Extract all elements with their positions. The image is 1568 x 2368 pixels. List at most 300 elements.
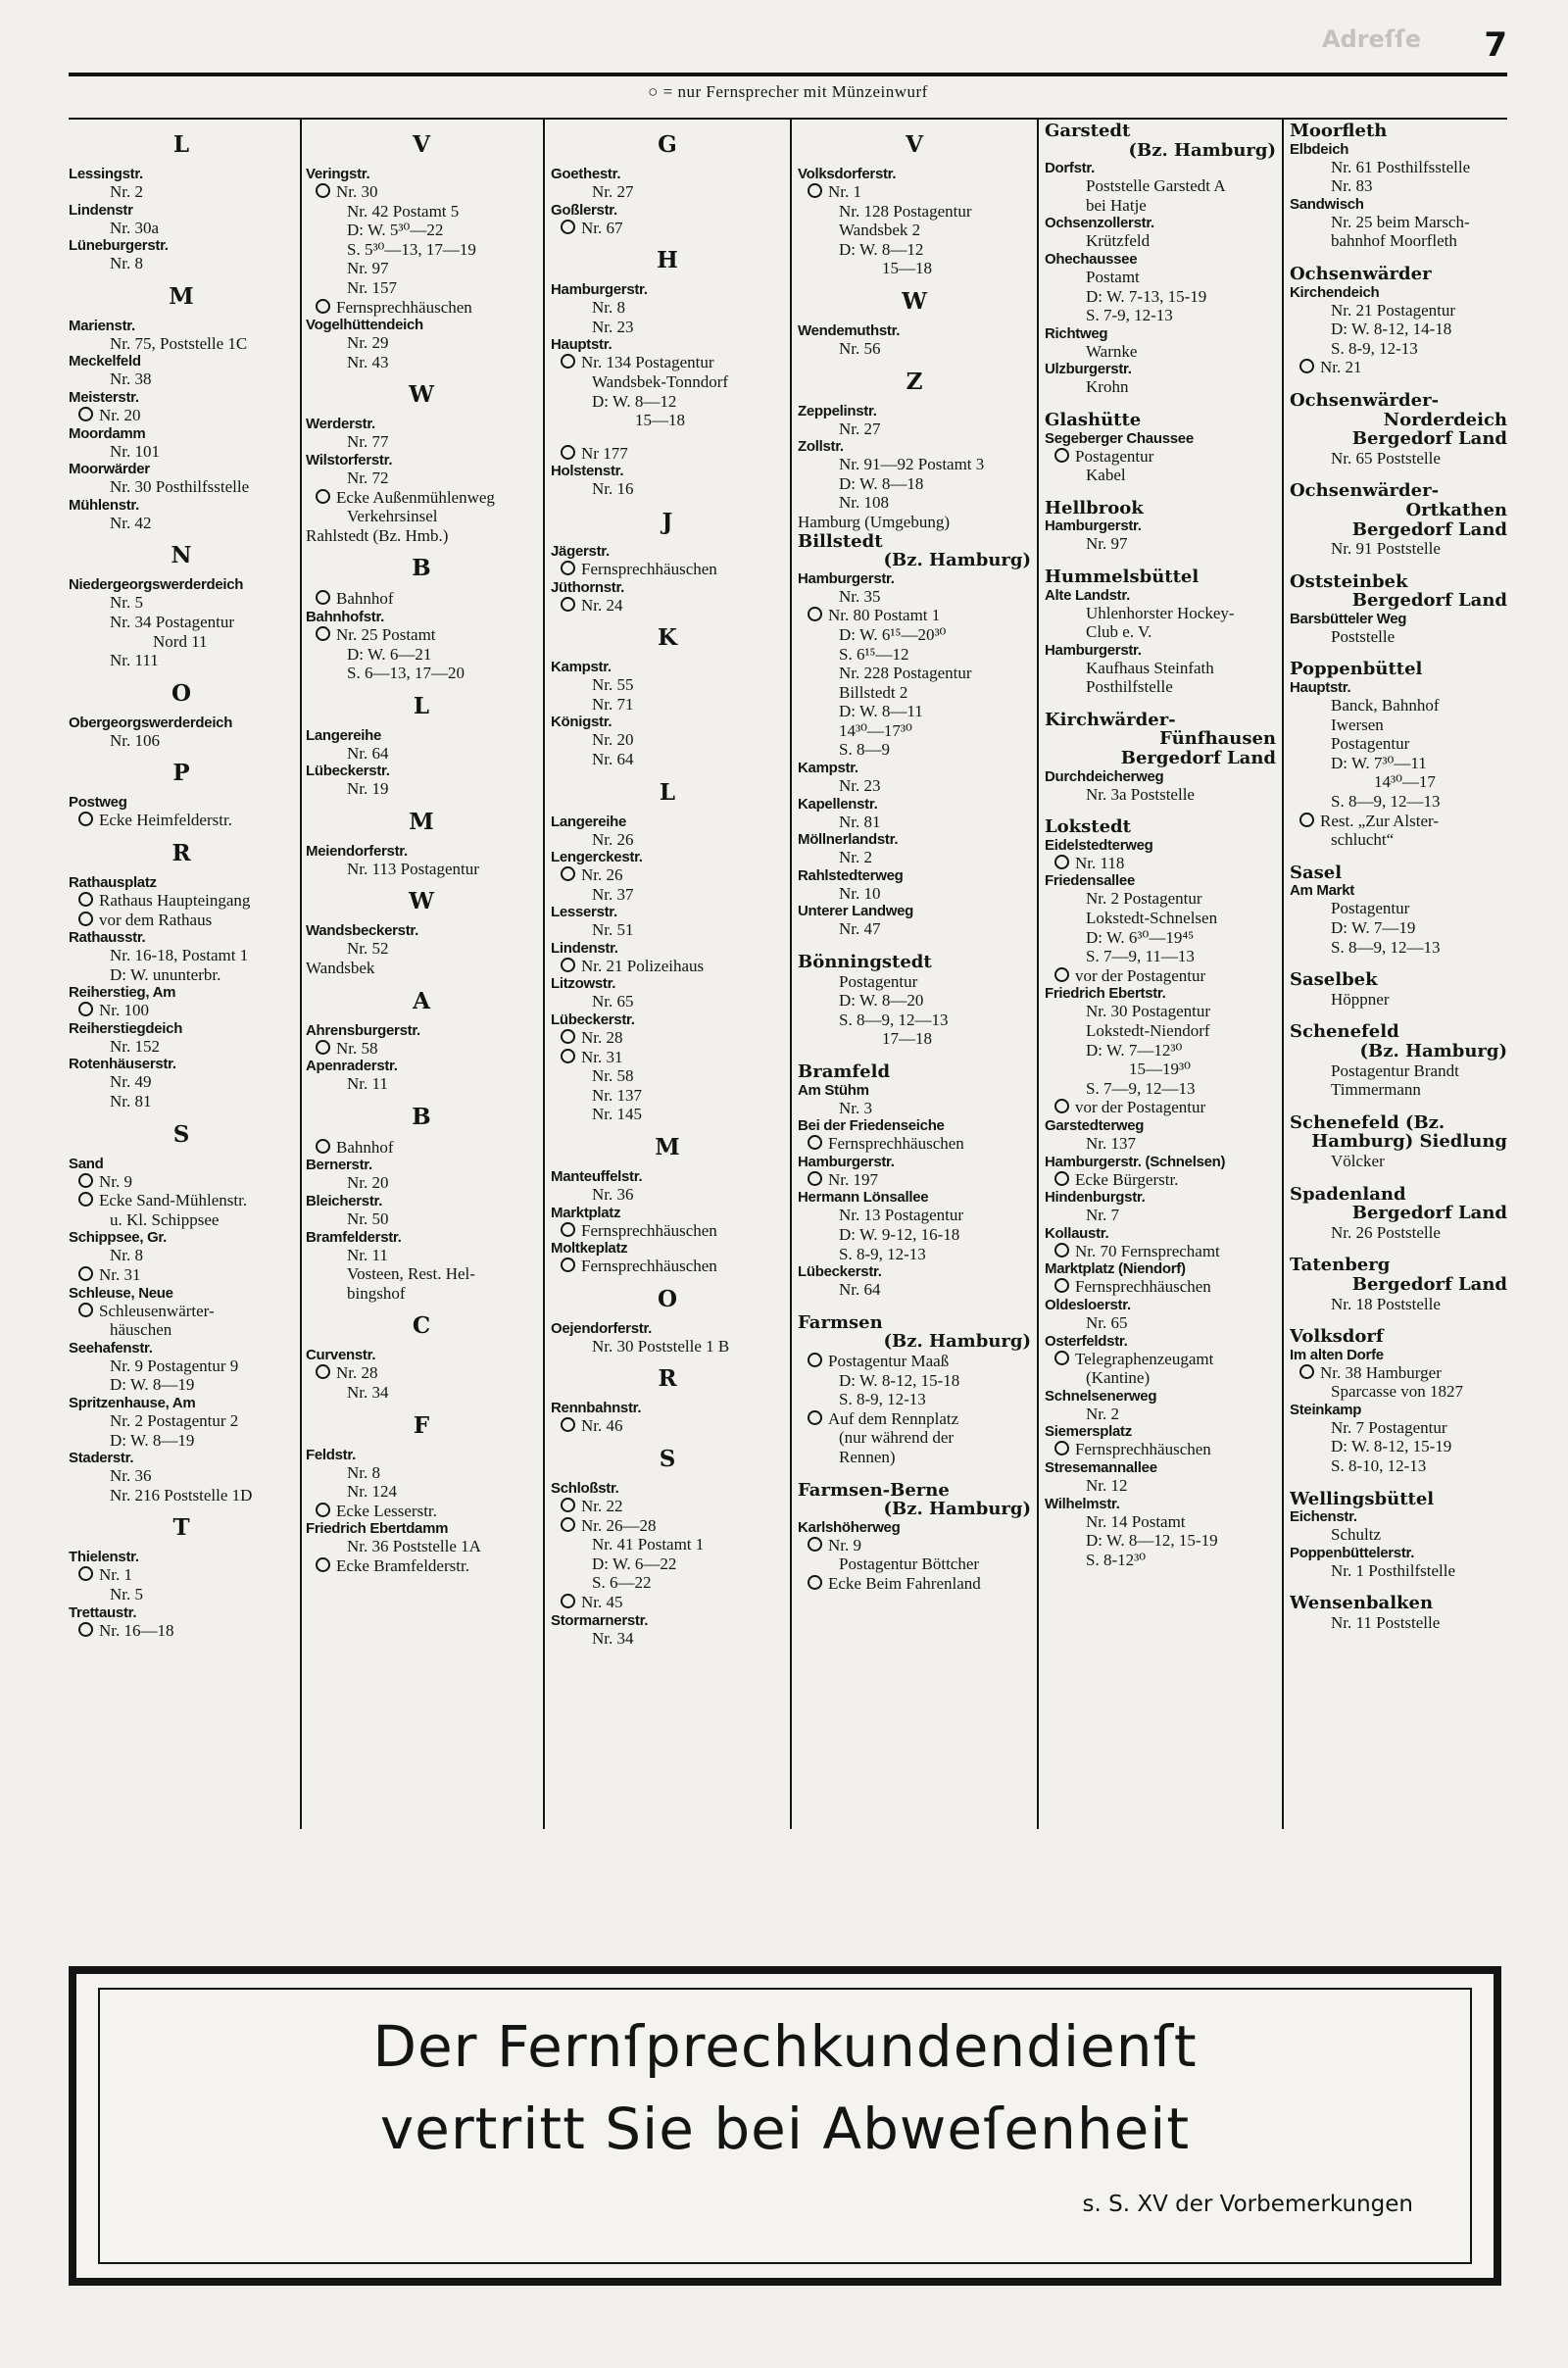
entry-text: vor dem Rathaus [99,910,213,929]
spacer [1290,559,1507,572]
entry-text: Am Stühm [798,1081,869,1099]
place-district [1290,429,1507,449]
entry [1045,1405,1276,1424]
entry-text: Ecke Außenmühlenweg [336,487,495,507]
coin-phone-entry [69,811,294,830]
entry-text: Nr. 152 [110,1036,160,1056]
entry-text: Nr. 20 [592,730,634,750]
entry-text: Bergedorf Land [1351,429,1507,449]
entry-text: D: W. 8—19 [110,1430,195,1450]
street-name [1045,587,1276,604]
street-name [551,1320,784,1337]
street-name [1045,1225,1276,1242]
entry-text: Garstedterweg [1045,1116,1145,1134]
entry [798,1390,1031,1409]
entry-text: Nr. 8 [347,1462,380,1482]
entry-text: Friedrich Ebertstr. [1045,985,1166,1003]
section-letter [306,131,537,158]
entry-text: Ecke Beim Fahrenland [828,1573,981,1593]
coin-phone-icon [561,1222,575,1237]
place-district [1290,501,1507,520]
entry-text: Nr. 38 Hamburger [1320,1362,1442,1382]
coin-phone-icon [561,1029,575,1044]
coin-phone-entry [306,182,537,202]
place-district [1290,1042,1507,1061]
entry-text: Nr. 157 [347,277,397,297]
street-name [551,940,784,957]
entry [551,830,784,850]
place-name [1290,1113,1507,1133]
entry [69,219,294,238]
entry [1290,213,1507,232]
spacer [1290,377,1507,391]
street-name [306,1520,537,1537]
street-name [69,874,294,891]
entry-text: Durchdeicherweg [1045,767,1164,785]
entry-text: Bramfeld [798,1062,891,1082]
coin-phone-icon [808,1135,822,1150]
entry-text: Nr. 18 Poststelle [1331,1294,1441,1313]
entry-text: Mühlenstr. [69,496,140,514]
entry-text: Kampstr. [551,659,612,676]
entry-text: Rotenhäuserstr. [69,1056,176,1073]
entry-text: Nr. 30 Postagentur [1086,1002,1211,1021]
entry-continued [798,259,1031,278]
entry-text: Nr. 61 Posthilfsstelle [1331,157,1471,176]
entry [69,1466,294,1486]
entry-text: Wandsbek [306,959,375,978]
spacer [1290,1009,1507,1022]
coin-phone-entry [551,1028,784,1048]
entry-text: Zeppelinstr. [798,402,877,419]
coin-phone-entry [798,1352,1031,1371]
entry-text: D: W. 5³⁰—22 [347,221,444,240]
street-name [798,1082,1031,1099]
entry [798,1225,1031,1245]
entry-text: Feldstr. [306,1446,356,1463]
place-name [1290,970,1507,990]
entry-text: Sand [69,1155,104,1172]
entry-text: N [171,542,192,569]
entry-text: Alte Landstr. [1045,586,1130,604]
entry-text: Lokstedt-Schnelsen [1086,909,1218,928]
coin-phone-icon [1299,359,1314,373]
place-name [1045,122,1276,141]
entry-text: Schenefeld [1290,1022,1399,1042]
entry [1290,1061,1507,1081]
spacer [1290,1476,1507,1490]
top-rule [69,73,1507,76]
entry [798,1448,1031,1467]
coin-phone-entry [1290,812,1507,831]
entry-text: Rennbahnstr. [551,1400,642,1417]
entry-text: Nr. 2 [1086,1404,1119,1423]
spacer [1290,1242,1507,1256]
entry [1290,1223,1507,1243]
coin-phone-entry [69,406,294,425]
place-name [1290,1256,1507,1275]
entry [1045,176,1276,196]
entry-text: W [409,381,434,409]
entry [798,1011,1031,1030]
entry [1290,1561,1507,1581]
entry-text: Nr. 65 [1086,1312,1128,1332]
entry [1290,339,1507,359]
street-name [69,1549,294,1565]
street-name [551,904,784,920]
entry [1045,889,1276,909]
entry [306,333,537,353]
coin-phone-entry [1045,447,1276,467]
entry [798,1206,1031,1225]
street-name [551,1011,784,1028]
entry-text: häuschen [110,1320,172,1340]
entry-text: 15—18 [882,259,932,278]
entry-text: Fernsprechhäuschen [581,1220,717,1240]
section-letter [69,542,294,568]
entry [306,1537,537,1556]
entry-text: Nr. 72 [347,468,389,487]
entry-text: Nord 11 [153,631,208,651]
spacer [1290,1171,1507,1185]
entry [551,750,784,769]
entry-text: Apenraderstr. [306,1058,398,1075]
entry-text: Postamt [1086,267,1140,286]
entry-text: Nr. 36 Poststelle 1A [347,1537,481,1556]
entry-text: Bleicherstr. [306,1193,383,1210]
entry [1045,1079,1276,1099]
entry-text: G [658,131,677,158]
entry [1290,830,1507,850]
place-district [1045,729,1276,749]
entry [69,514,294,533]
coin-phone-icon [316,183,330,198]
entry-text: Nr. 11 [347,1074,388,1094]
entry [69,593,294,613]
entry-text: Postagentur Maaß [828,1351,950,1370]
entry-text: D: W. 8—12, 15-19 [1086,1531,1218,1551]
section-letter [551,509,784,535]
entry [69,254,294,273]
entry-text: Wilstorferstr. [306,451,393,469]
entry-text: Nr. 101 [110,441,160,461]
section-letter [69,760,294,786]
entry-text: Schenefeld (Bz. [1290,1112,1446,1133]
entry [551,920,784,940]
entry-text: Nr. 19 [347,779,389,799]
coin-phone-icon [808,1537,822,1552]
street-name [306,1229,537,1246]
entry-text: Nr. 31 [581,1047,623,1066]
coin-phone-entry [1045,1170,1276,1190]
entry-text: Ochsenzollerstr. [1045,215,1154,232]
entry [798,474,1031,494]
entry-text: Spritzenhause, Am [69,1395,196,1411]
entry-text: Ochsenwärder- [1290,390,1440,411]
entry-text: Oststeinbek [1290,571,1408,592]
street-name [798,403,1031,419]
entry-text: Schleuse, Neue [69,1284,173,1302]
entry [306,240,537,260]
entry-text: Club e. V. [1086,622,1152,642]
entry-text: Elbdeich [1290,140,1349,158]
entry [306,1173,537,1193]
area-banner [798,513,1031,532]
coin-phone-icon [808,1410,822,1425]
street-name [798,831,1031,848]
section-letter [69,283,294,310]
entry-text: Stormarnerstr. [551,1611,649,1629]
street-name [1045,985,1276,1002]
entry-text: Nr. 70 Fernsprechamt [1075,1241,1220,1260]
entry-text: Nr. 1 [828,182,861,201]
entry-text: Marktplatz [551,1204,621,1221]
entry-text: Kampstr. [798,760,858,777]
entry [306,278,537,298]
entry-text: bingshof [347,1283,406,1303]
entry-text: J [662,508,673,535]
entry-text: Nr. 11 Poststelle [1331,1613,1441,1633]
area-banner [306,959,537,978]
street-name [1045,1333,1276,1350]
entry-text: Ochsenwärder [1290,264,1432,284]
street-name [306,763,537,779]
entry [69,1037,294,1057]
legend-rule [69,118,1507,120]
street-name [1290,882,1507,899]
entry [798,919,1031,939]
entry-text: (Bz. Hamburg) [883,1500,1031,1519]
column-divider [543,118,545,1829]
entry-text: Hamburgerstr. [798,569,895,587]
street-name [1290,284,1507,301]
entry-text: S. 7—9, 11—13 [1086,947,1195,966]
coin-phone-icon [316,1139,330,1154]
street-name [306,416,537,432]
street-name [798,1519,1031,1536]
directory-column-6 [1290,122,1507,1633]
entry-text: Hamburgerstr. [1045,641,1142,659]
entry [1045,1021,1276,1041]
entry [551,1185,784,1205]
entry [306,1463,537,1483]
entry [551,1105,784,1124]
street-name [798,322,1031,339]
coin-phone-entry [798,1134,1031,1154]
entry-text: Nr. 81 [110,1092,152,1111]
entry-text: Nr. 47 [839,919,881,939]
coin-phone-entry [69,891,294,911]
entry [798,419,1031,439]
entry-text: Reiherstieg, Am [69,984,176,1002]
coin-phone-icon [316,299,330,314]
coin-phone-icon [561,1417,575,1432]
entry-text: D: W. 6¹⁵—20³⁰ [839,624,947,644]
coin-phone-entry [551,353,784,372]
street-name [1045,160,1276,176]
entry-text: Nr. 21 [1320,358,1362,377]
entry [551,1629,784,1649]
entry-text: Obergeorgswerderdeich [69,714,233,731]
entry [69,613,294,632]
entry-text: Tatenberg [1290,1256,1391,1275]
entry-text: D: W. 8—11 [839,702,923,721]
entry-text: Nr. 8 [592,298,625,318]
entry [69,731,294,751]
coin-phone-entry [551,596,784,616]
entry-continued [551,411,784,430]
entry-text: S. 7—9, 12—13 [1086,1078,1196,1098]
entry-text: D: W. 7-13, 15-19 [1086,286,1207,306]
entry-text: Marktplatz (Niendorf) [1045,1260,1186,1278]
entry [551,1337,784,1357]
entry [69,1431,294,1451]
entry-text: Werderstr. [306,416,375,433]
entry-text: Kaufhaus Steinfath [1086,658,1214,677]
entry-text: Nr. 80 Postamt 1 [828,606,941,625]
entry [1290,539,1507,559]
entry-text: Wandsbek 2 [839,221,921,240]
entry-text: Schippsee, Gr. [69,1229,168,1247]
entry [1045,287,1276,307]
street-name [69,497,294,514]
entry-text: Hamburgerstr. [551,281,648,299]
entry [798,721,1031,741]
coin-phone-icon [316,1364,330,1379]
entry [69,182,294,202]
spacer [1290,468,1507,481]
coin-phone-icon [78,1173,93,1188]
coin-phone-icon [316,1040,330,1055]
entry-text: Schloßstr. [551,1480,619,1497]
entry-text: Sparcasse von 1827 [1331,1382,1464,1402]
entry-text: Nr. 71 [592,694,634,714]
street-name [1045,325,1276,342]
entry-text: Nr. 77 [347,432,389,452]
entry-text: Nr. 14 Postamt [1086,1511,1186,1531]
entry-text: vor der Postagentur [1075,1098,1206,1117]
entry-text: Lindenstr [69,201,133,219]
street-name [69,576,294,593]
entry-text: Nr. 30 Poststelle 1 B [592,1336,730,1356]
street-name [1045,251,1276,268]
entry-text: bahnhof Moorfleth [1331,231,1457,251]
street-name [798,570,1031,587]
entry-text: Nr. 26 [581,865,623,885]
entry-text: Rathaus Haupteingang [99,890,251,910]
entry [798,972,1031,992]
entry-text: S. 8—9 [839,740,890,760]
entry-text: Holstenstr. [551,463,624,480]
place-name [1290,481,1507,501]
coin-phone-entry [306,625,537,645]
entry-text: Wandsbeckerstr. [306,922,418,940]
entry-text: S. 5³⁰—13, 17—19 [347,239,476,259]
section-letter [69,840,294,866]
entry-text: Nr. 1 Posthilfstelle [1331,1560,1456,1580]
entry-text: Poppenbüttel [1290,660,1423,680]
entry-text: Postagentur [839,971,918,991]
entry-text: Rathausplatz [69,873,157,891]
entry [1290,715,1507,735]
entry-text: Veringstr. [306,166,370,182]
entry-text: P [172,760,190,787]
coin-phone-icon [78,1566,93,1581]
entry-text: C [412,1312,431,1340]
entry-text: Nr. 28 [581,1028,623,1048]
entry [1290,696,1507,715]
entry-text: S. 6¹⁵—12 [839,644,909,664]
entry-text: Nr. 27 [592,182,634,201]
spacer [798,1467,1031,1481]
coin-phone-entry [306,298,537,318]
entry-text: Billstedt [798,531,883,552]
entry [1045,306,1276,325]
coin-phone-entry [1045,1350,1276,1369]
directory-column-1 [69,122,294,1640]
entry-text: Fünfhausen [1159,729,1276,750]
entry-text: u. Kl. Schippsee [110,1209,220,1229]
entry-text: Moltkeplatz [551,1240,628,1258]
entry-text: Nr. 24 [581,595,623,615]
entry-text: D: W. 8—12 [592,391,677,411]
entry-text: Möllnerlandstr. [798,831,899,849]
coin-phone-icon [561,561,575,575]
coin-phone-icon [78,1002,93,1016]
entry-text: Lokstedt-Niendorf [1086,1021,1210,1040]
entry-text: Nr. 83 [1331,176,1373,196]
entry [1290,176,1507,196]
entry-text: Nr. 9 [99,1171,132,1191]
entry-text: Warnke [1086,341,1138,361]
coin-phone-entry [1045,1277,1276,1297]
coin-phone-icon [561,220,575,234]
entry-text: 14³⁰—17 [1374,772,1436,792]
coin-phone-icon [1054,1441,1069,1455]
entry-text: Segeberger Chaussee [1045,429,1194,447]
entry-text: Thielenstr. [69,1549,139,1566]
spacer [1290,957,1507,970]
coin-phone-icon [78,1266,93,1281]
banner-line-2: vertritt Sie bei Abweſenheit [379,2096,1191,2162]
entry [798,1371,1031,1391]
entry-text: D: W. 6³⁰—19⁴⁵ [1086,927,1195,947]
street-name [69,389,294,406]
entry-text: Nr. 50 [347,1209,389,1229]
coin-phone-entry [69,1565,294,1585]
street-name [551,1400,784,1416]
entry-text: Nr. 2 [110,182,143,201]
entry [1045,1313,1276,1333]
directory-column-2 [306,122,537,1576]
entry [1290,449,1507,469]
entry-text: W [409,888,434,915]
coin-phone-entry [798,1409,1031,1429]
entry [1045,1206,1276,1225]
coin-phone-icon [1054,1351,1069,1365]
place-district [1290,1275,1507,1295]
place-name [1290,863,1507,883]
entry-text: Lengerckestr. [551,849,643,866]
entry-continued [1290,772,1507,792]
spacer [798,1300,1031,1313]
street-name [551,659,784,675]
coin-phone-entry [1045,1440,1276,1459]
entry-text: Nr. 34 [592,1628,634,1648]
entry [1045,1512,1276,1532]
entry-text: Postagentur [1075,446,1154,466]
section-letter [306,809,537,835]
